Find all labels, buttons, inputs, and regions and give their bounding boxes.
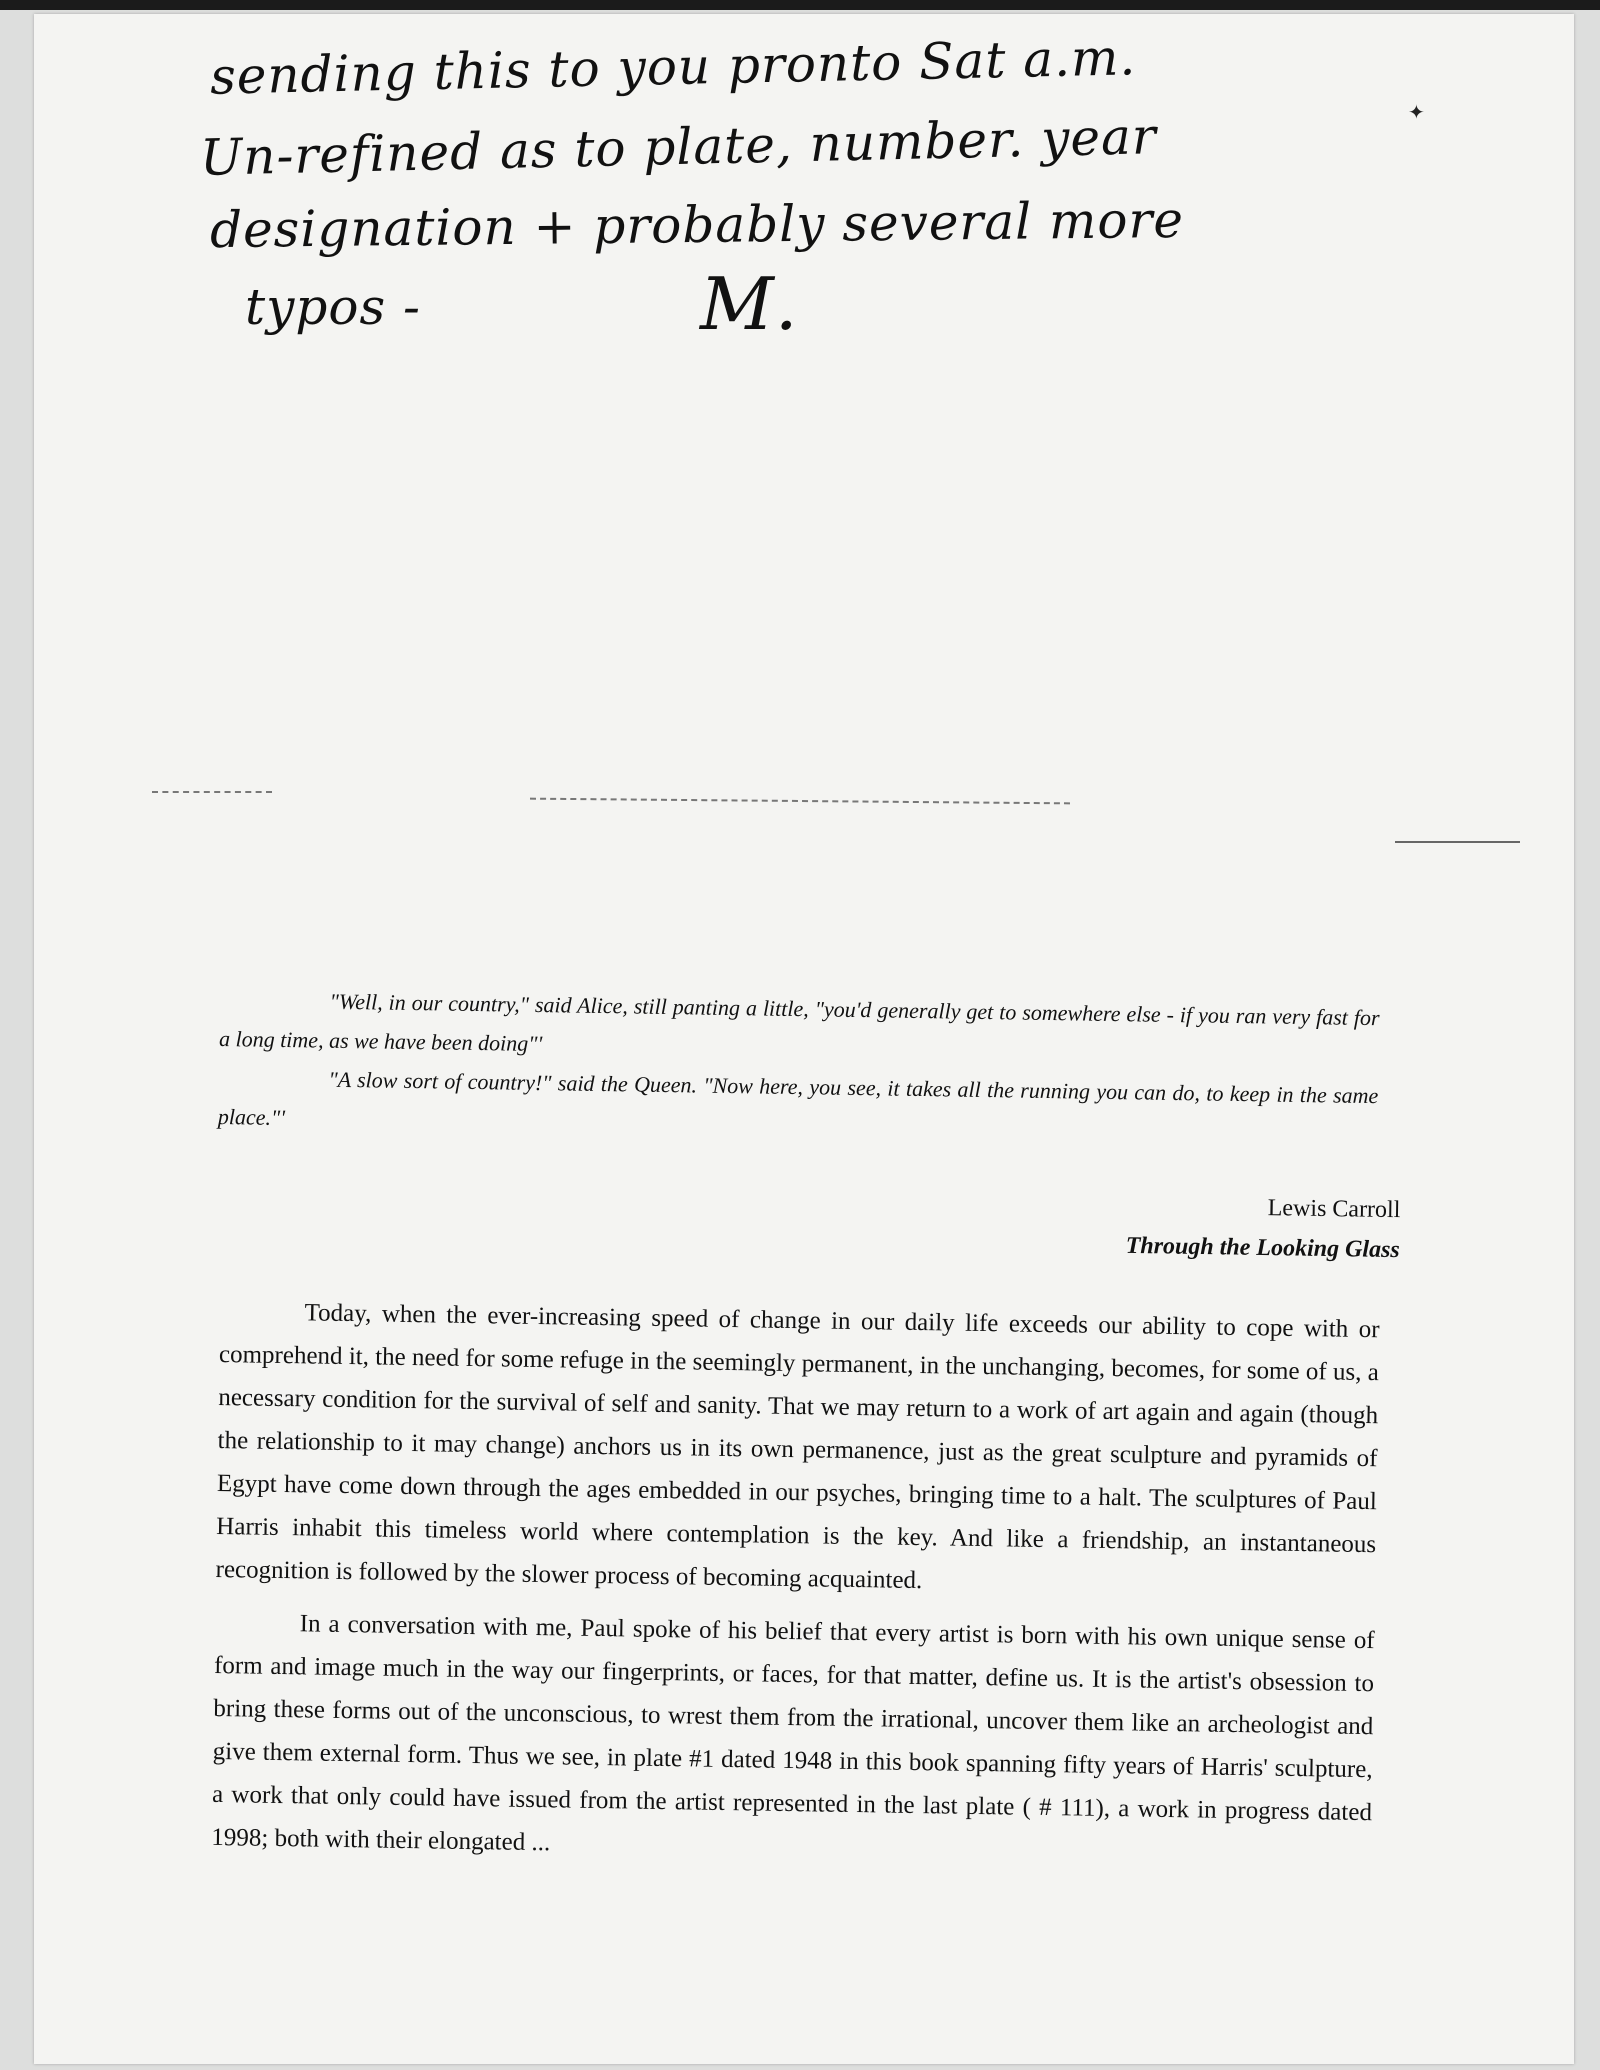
handwritten-line-1: sending this to you pronto Sat a.m. xyxy=(209,28,1137,106)
attribution-author: Lewis Carroll xyxy=(1267,1195,1401,1224)
stray-line xyxy=(1395,841,1520,843)
quote-attribution xyxy=(1125,1186,1400,1270)
stray-dashed-line xyxy=(152,791,272,793)
quote-paragraph-2: "A slow sort of country!" said the Queen. "Now here, you see, it takes all the running you can do, to keep in the same place."' xyxy=(217,1066,1379,1131)
handwritten-signature: M. xyxy=(700,262,799,346)
scan-top-edge xyxy=(0,0,1600,10)
essay-body xyxy=(211,1290,1380,1887)
handwritten-line-4: typos - xyxy=(245,278,421,336)
body-paragraph-1: Today, when the ever-increasing speed of change in our daily life exceeds our ability to cope with or comprehend it, the need for some refuge in the seemingly permanent, in the unchanging, becomes, for some of us, a necessary condition for the survival of self and sanity. That we may return to a work of art again and again (though the relationship to it may change) anchors us in its own permanence, just as the great sculpture and pyramids of Egypt have come down through the ages embedded in our psyches, bringing time to a halt. The sculptures of Paul Harris inhabit this timeless world where contemplation is the key. And like a friendship, an instantaneous recognition is followed by the slower process of becoming acquainted. xyxy=(215,1299,1380,1595)
epigraph-quote xyxy=(218,980,1380,1154)
attribution-book: Through the Looking Glass xyxy=(1125,1232,1400,1264)
stray-mark: ✦ xyxy=(1408,102,1425,124)
body-paragraph-2: In a conversation with me, Paul spoke of his belief that every artist is born with his own unique sense of form and image much in the way our fingerprints, or faces, for that matter, define us. It is the artist's obsession to bring these forms out of the unconscious, to wrest them from the irrational, uncover them like an archeologist and give them external form. Thus we see, in plate #1 dated 1948 in this book spanning fifty years of Harris' sculpture, a work that only could have issued from the artist represented in the last plate ( # 111), a work in progress dated 1998; both with their elongated ... xyxy=(211,1610,1375,1857)
handwritten-line-2: Un-refined as to plate, number. year xyxy=(199,107,1158,187)
handwritten-line-3: designation + probably several more xyxy=(209,190,1185,260)
quote-paragraph-1: "Well, in our country," said Alice, still panting a little, "you'd generally get to somewhere else - if you ran very fast for a long time, as we have been doing"' xyxy=(218,988,1380,1057)
